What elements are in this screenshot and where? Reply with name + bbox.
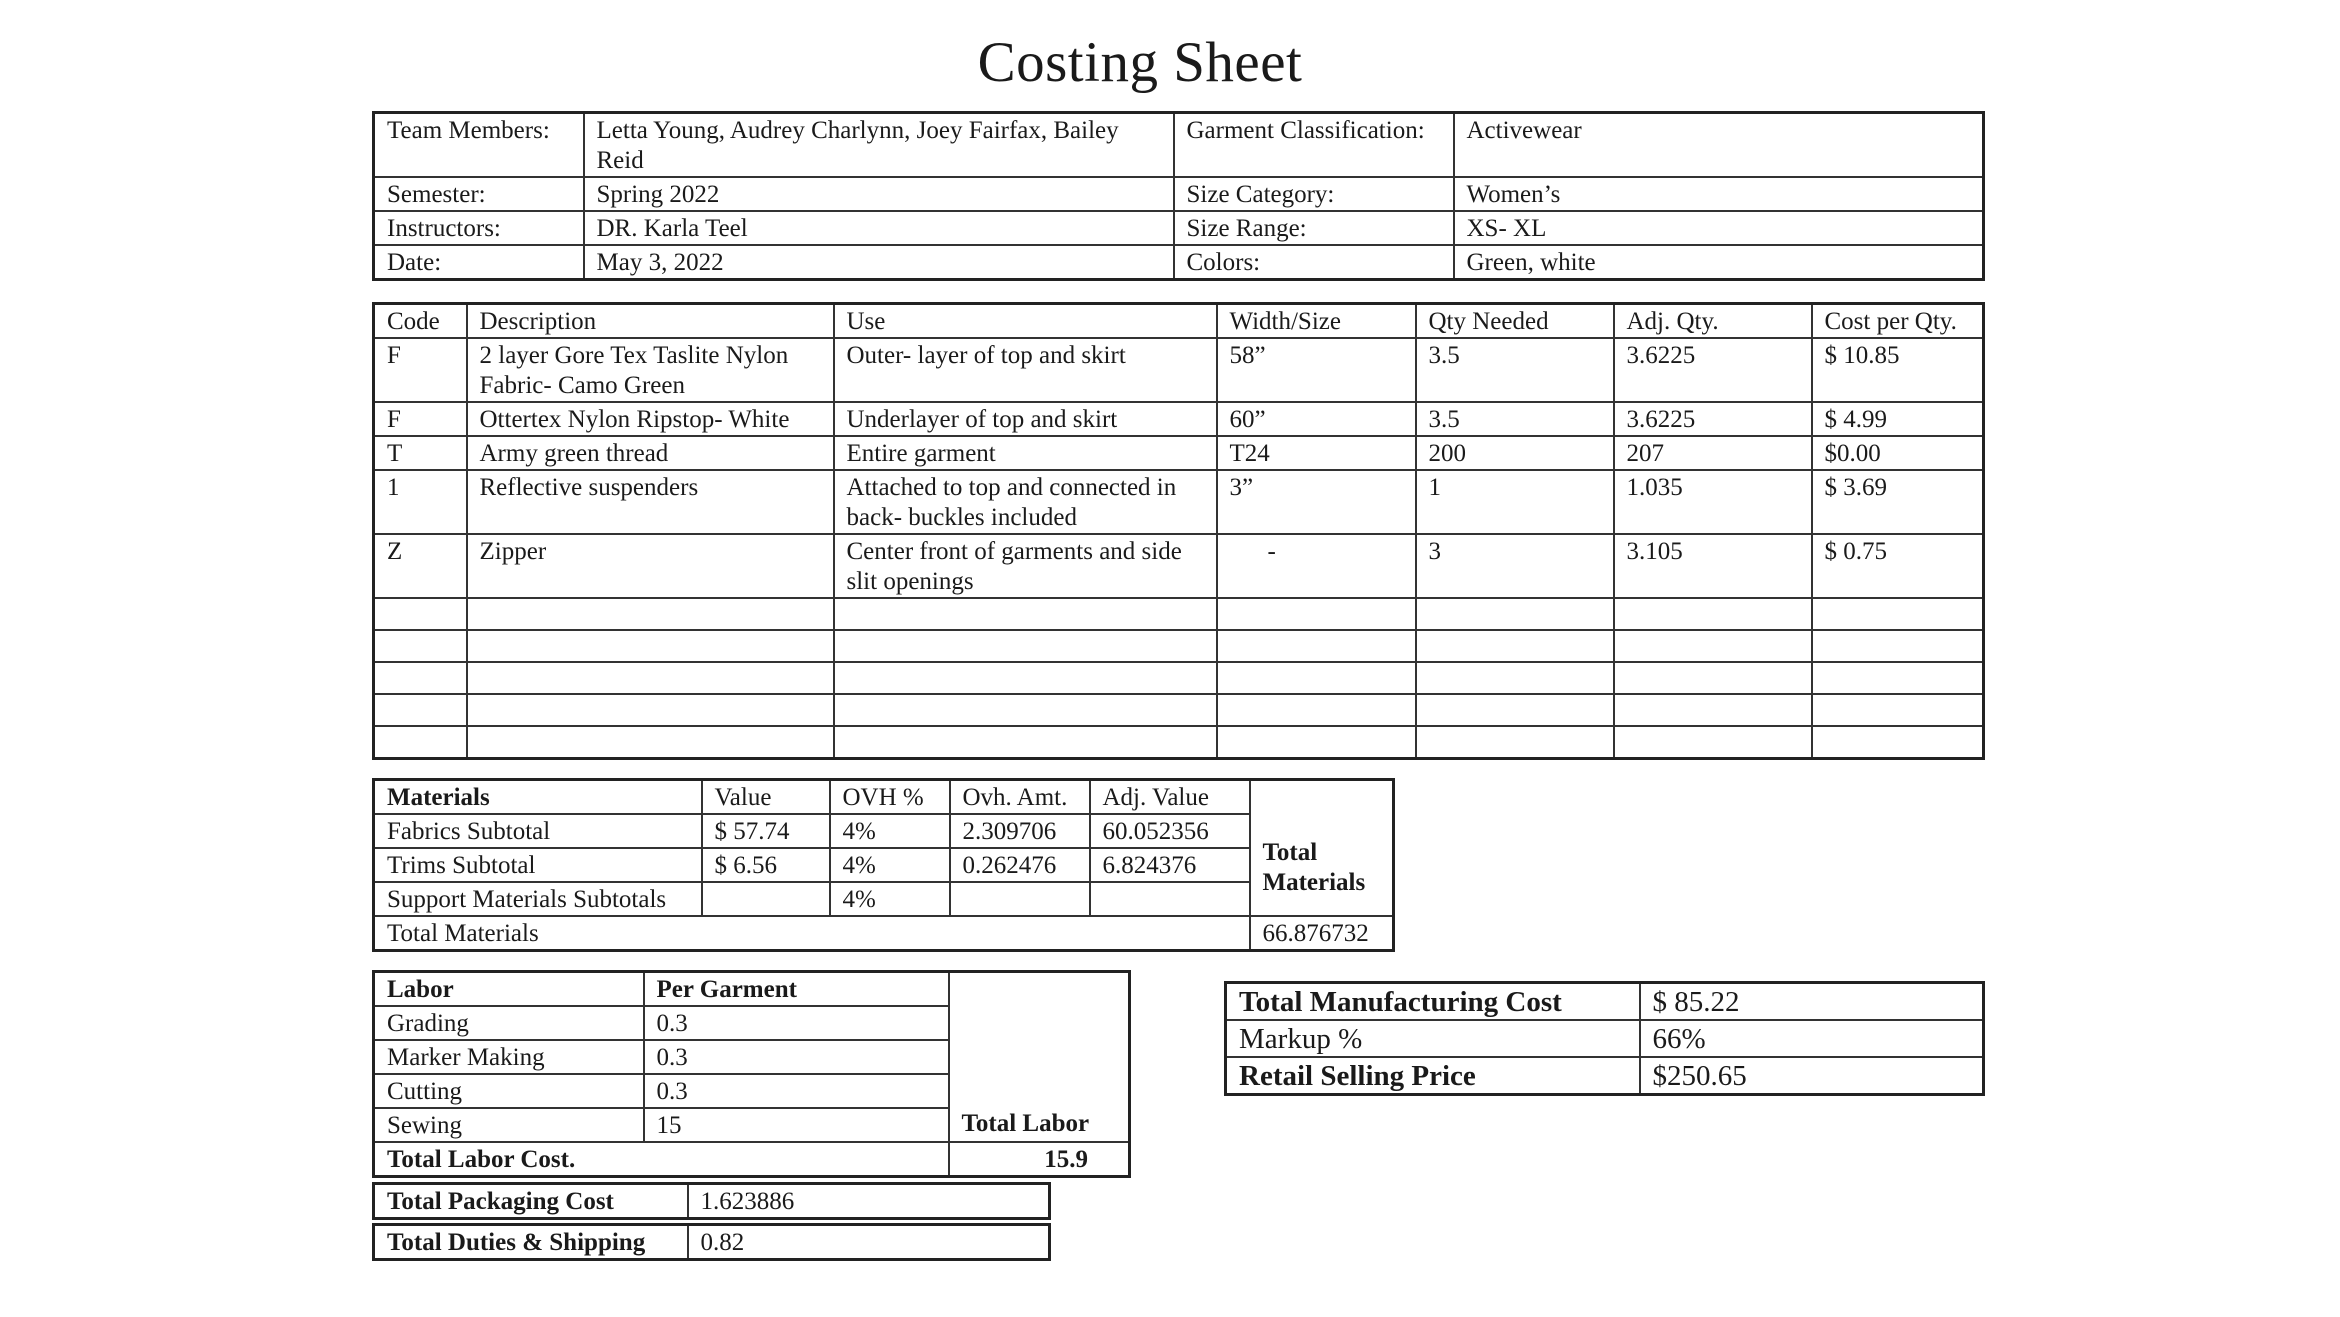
materials-value: $ 57.74 xyxy=(702,814,830,848)
instructors-label: Instructors: xyxy=(374,211,584,245)
item-adj-qty: 3.6225 xyxy=(1614,338,1812,402)
table-row xyxy=(374,470,1984,534)
item-cost: $ 10.85 xyxy=(1812,338,1984,402)
size-category-label: Size Category: xyxy=(1174,177,1454,211)
colors-label: Colors: xyxy=(1174,245,1454,280)
table-row xyxy=(374,402,1984,436)
table-row-empty xyxy=(374,694,1984,726)
item-width: 60” xyxy=(1217,402,1416,436)
total-materials-label: Total Materials xyxy=(374,916,1250,951)
item-qty: 3.5 xyxy=(1416,402,1614,436)
materials-ovh-pct: 4% xyxy=(830,882,950,916)
packaging-table xyxy=(372,1182,1051,1220)
total-manufacturing-label: Total Manufacturing Cost xyxy=(1226,983,1640,1021)
summary-table xyxy=(1224,981,1985,1096)
col-header: Adj. Value xyxy=(1090,780,1250,815)
colors-value: Green, white xyxy=(1454,245,1984,280)
materials-ovh-pct: 4% xyxy=(830,814,950,848)
items-table xyxy=(372,302,1985,760)
item-qty: 3 xyxy=(1416,534,1614,598)
item-description: Army green thread xyxy=(467,436,834,470)
item-width: 58” xyxy=(1217,338,1416,402)
date-label: Date: xyxy=(374,245,584,280)
table-row xyxy=(374,436,1984,470)
item-width: - xyxy=(1217,534,1416,598)
item-description: Ottertex Nylon Ripstop- White xyxy=(467,402,834,436)
labor-value: 0.3 xyxy=(644,1074,949,1108)
item-code: 1 xyxy=(374,470,467,534)
item-qty: 3.5 xyxy=(1416,338,1614,402)
col-header: Materials xyxy=(374,780,702,815)
size-range-value: XS- XL xyxy=(1454,211,1984,245)
materials-ovh-pct: 4% xyxy=(830,848,950,882)
materials-adj-value xyxy=(1090,882,1250,916)
item-cost: $0.00 xyxy=(1812,436,1984,470)
retail-price-value: $250.65 xyxy=(1640,1057,1984,1095)
total-manufacturing-value: $ 85.22 xyxy=(1640,983,1984,1021)
total-duties-label: Total Duties & Shipping xyxy=(374,1225,688,1260)
table-row xyxy=(374,338,1984,402)
total-labor-value: 15.9 xyxy=(949,1142,1130,1177)
markup-value: 66% xyxy=(1640,1020,1984,1057)
item-description: Reflective suspenders xyxy=(467,470,834,534)
labor-name: Sewing xyxy=(374,1108,644,1142)
table-row xyxy=(374,848,1394,882)
labor-value: 0.3 xyxy=(644,1040,949,1074)
item-code: T xyxy=(374,436,467,470)
team-members-value: Letta Young, Audrey Charlynn, Joey Fairfax, Bailey Reid xyxy=(584,113,1174,178)
col-header: Use xyxy=(834,304,1217,339)
size-category-value: Women’s xyxy=(1454,177,1984,211)
item-use: Outer- layer of top and skirt xyxy=(834,338,1217,402)
table-row xyxy=(374,814,1394,848)
duties-table xyxy=(372,1223,1051,1261)
item-adj-qty: 1.035 xyxy=(1614,470,1812,534)
date-value: May 3, 2022 xyxy=(584,245,1174,280)
table-row-empty xyxy=(374,726,1984,758)
materials-ovh-amt: 0.262476 xyxy=(950,848,1090,882)
materials-value: $ 6.56 xyxy=(702,848,830,882)
total-labor-label: Total Labor Cost. xyxy=(374,1142,949,1177)
col-header: Qty Needed xyxy=(1416,304,1614,339)
total-packaging-value: 1.623886 xyxy=(688,1184,1050,1219)
item-cost: $ 4.99 xyxy=(1812,402,1984,436)
item-cost: $ 3.69 xyxy=(1812,470,1984,534)
col-header: Per Garment xyxy=(644,972,949,1007)
item-use: Entire garment xyxy=(834,436,1217,470)
item-use: Underlayer of top and skirt xyxy=(834,402,1217,436)
labor-value: 0.3 xyxy=(644,1006,949,1040)
col-header: Ovh. Amt. xyxy=(950,780,1090,815)
size-range-label: Size Range: xyxy=(1174,211,1454,245)
table-row-empty xyxy=(374,630,1984,662)
labor-name: Grading xyxy=(374,1006,644,1040)
semester-label: Semester: xyxy=(374,177,584,211)
total-materials-box-label: Total Materials xyxy=(1250,780,1394,917)
total-packaging-label: Total Packaging Cost xyxy=(374,1184,688,1219)
materials-ovh-amt: 2.309706 xyxy=(950,814,1090,848)
garment-classification-label: Garment Classification: xyxy=(1174,113,1454,178)
col-header: Code xyxy=(374,304,467,339)
page-title: Costing Sheet xyxy=(977,31,1303,94)
item-code: F xyxy=(374,338,467,402)
instructors-value: DR. Karla Teel xyxy=(584,211,1174,245)
retail-price-label: Retail Selling Price xyxy=(1226,1057,1640,1095)
total-labor-box-label: Total Labor xyxy=(949,972,1130,1143)
item-adj-qty: 3.6225 xyxy=(1614,402,1812,436)
markup-label: Markup % xyxy=(1226,1020,1640,1057)
materials-adj-value: 60.052356 xyxy=(1090,814,1250,848)
materials-value xyxy=(702,882,830,916)
info-table xyxy=(372,111,1985,281)
item-cost: $ 0.75 xyxy=(1812,534,1984,598)
table-row xyxy=(374,534,1984,598)
col-header: Width/Size xyxy=(1217,304,1416,339)
garment-classification-value: Activewear xyxy=(1454,113,1984,178)
semester-value: Spring 2022 xyxy=(584,177,1174,211)
materials-name: Trims Subtotal xyxy=(374,848,702,882)
total-duties-value: 0.82 xyxy=(688,1225,1050,1260)
table-row-empty xyxy=(374,662,1984,694)
item-description: 2 layer Gore Tex Taslite Nylon Fabric- Camo Green xyxy=(467,338,834,402)
item-qty: 200 xyxy=(1416,436,1614,470)
item-width: 3” xyxy=(1217,470,1416,534)
col-header: Cost per Qty. xyxy=(1812,304,1984,339)
item-code: Z xyxy=(374,534,467,598)
team-members-label: Team Members: xyxy=(374,113,584,178)
item-width: T24 xyxy=(1217,436,1416,470)
item-description: Zipper xyxy=(467,534,834,598)
total-materials-value: 66.876732 xyxy=(1250,916,1394,951)
labor-name: Cutting xyxy=(374,1074,644,1108)
col-header: Adj. Qty. xyxy=(1614,304,1812,339)
table-row-empty xyxy=(374,598,1984,630)
item-adj-qty: 3.105 xyxy=(1614,534,1812,598)
materials-ovh-amt xyxy=(950,882,1090,916)
item-code: F xyxy=(374,402,467,436)
materials-name: Fabrics Subtotal xyxy=(374,814,702,848)
table-row xyxy=(374,882,1394,916)
items-header-row xyxy=(374,304,1984,339)
labor-table xyxy=(372,970,1131,1178)
materials-name: Support Materials Subtotals xyxy=(374,882,702,916)
col-header: OVH % xyxy=(830,780,950,815)
labor-name: Marker Making xyxy=(374,1040,644,1074)
item-adj-qty: 207 xyxy=(1614,436,1812,470)
item-use: Attached to top and connected in back- buckles included xyxy=(834,470,1217,534)
item-use: Center front of garments and side slit openings xyxy=(834,534,1217,598)
materials-table xyxy=(372,778,1395,952)
col-header: Value xyxy=(702,780,830,815)
item-qty: 1 xyxy=(1416,470,1614,534)
materials-adj-value: 6.824376 xyxy=(1090,848,1250,882)
col-header: Labor xyxy=(374,972,644,1007)
col-header: Description xyxy=(467,304,834,339)
labor-value: 15 xyxy=(644,1108,949,1142)
